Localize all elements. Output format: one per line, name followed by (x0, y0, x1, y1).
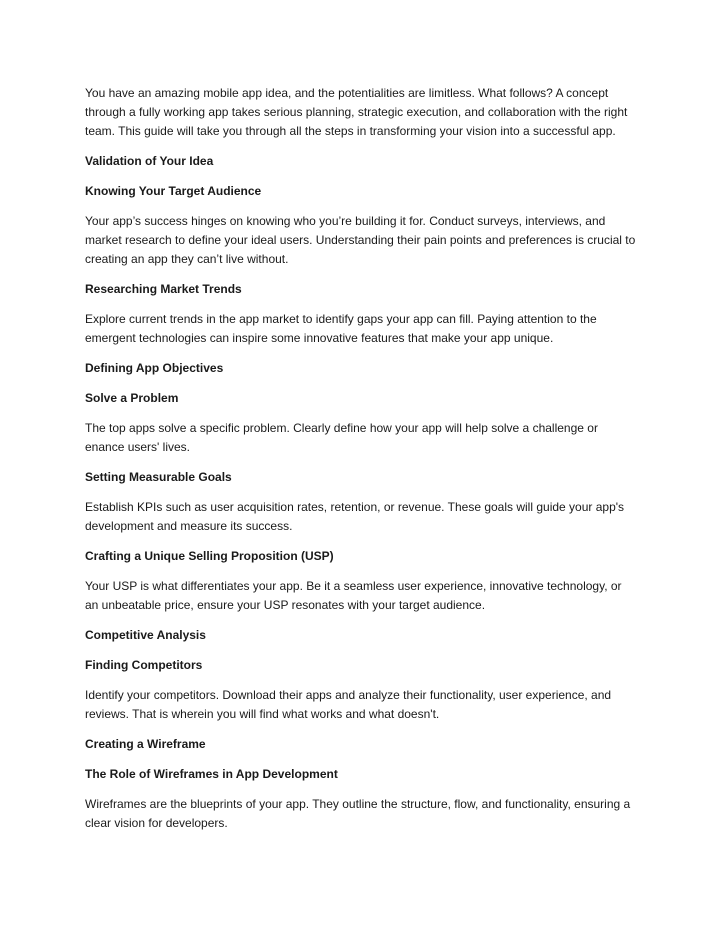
paragraph: Establish KPIs such as user acquisition rates, retention, or revenue. These goals will guide your app's development and measure its success. (85, 500, 625, 533)
intro-paragraph: You have an amazing mobile app idea, and the potentialities are limitless. What follows? A concept through a fully working app takes serious planning, strategic execution, and collaboration with the right team. This guide will take you through all the steps in transforming your vision into a successful app. (85, 86, 628, 138)
paragraph: Your app’s success hinges on knowing who you’re building it for. Conduct surveys, interviews, and market research to define your ideal users. Understanding their pain points and preferences is crucial to creating an app they can’t live without. (85, 214, 636, 266)
paragraph: The top apps solve a specific problem. Clearly define how your app will help solve a challenge or enance users' lives. (85, 421, 598, 454)
subsection-heading: Finding Competitors (85, 658, 203, 672)
paragraph: Your USP is what differentiates your app. Be it a seamless user experience, innovative technology, or an unbeatable price, ensure your USP resonates with your target audience. (85, 579, 622, 612)
subsection-heading: Knowing Your Target Audience (85, 184, 262, 198)
document-body (85, 84, 637, 844)
paragraph: Identify your competitors. Download their apps and analyze their functionality, user experience, and reviews. That is wherein you will find what works and what doesn't. (85, 688, 612, 721)
section-heading: Defining App Objectives (85, 361, 224, 375)
subsection-heading: Crafting a Unique Selling Proposition (USP) (85, 549, 334, 563)
section-heading: Competitive Analysis (85, 628, 206, 642)
paragraph: Explore current trends in the app market to identify gaps your app can fill. Paying attention to the emergent technologies can inspire some innovative features that make your app unique. (85, 312, 597, 345)
subsection-heading: Solve a Problem (85, 391, 179, 405)
paragraph: Wireframes are the blueprints of your app. They outline the structure, flow, and functionality, ensuring a clear vision for developers. (85, 797, 631, 830)
subsection-heading: Setting Measurable Goals (85, 470, 232, 484)
section-heading: Creating a Wireframe (85, 737, 206, 751)
section-heading: Validation of Your Idea (85, 154, 214, 168)
subsection-heading: Researching Market Trends (85, 282, 242, 296)
subsection-heading: The Role of Wireframes in App Development (85, 767, 338, 781)
